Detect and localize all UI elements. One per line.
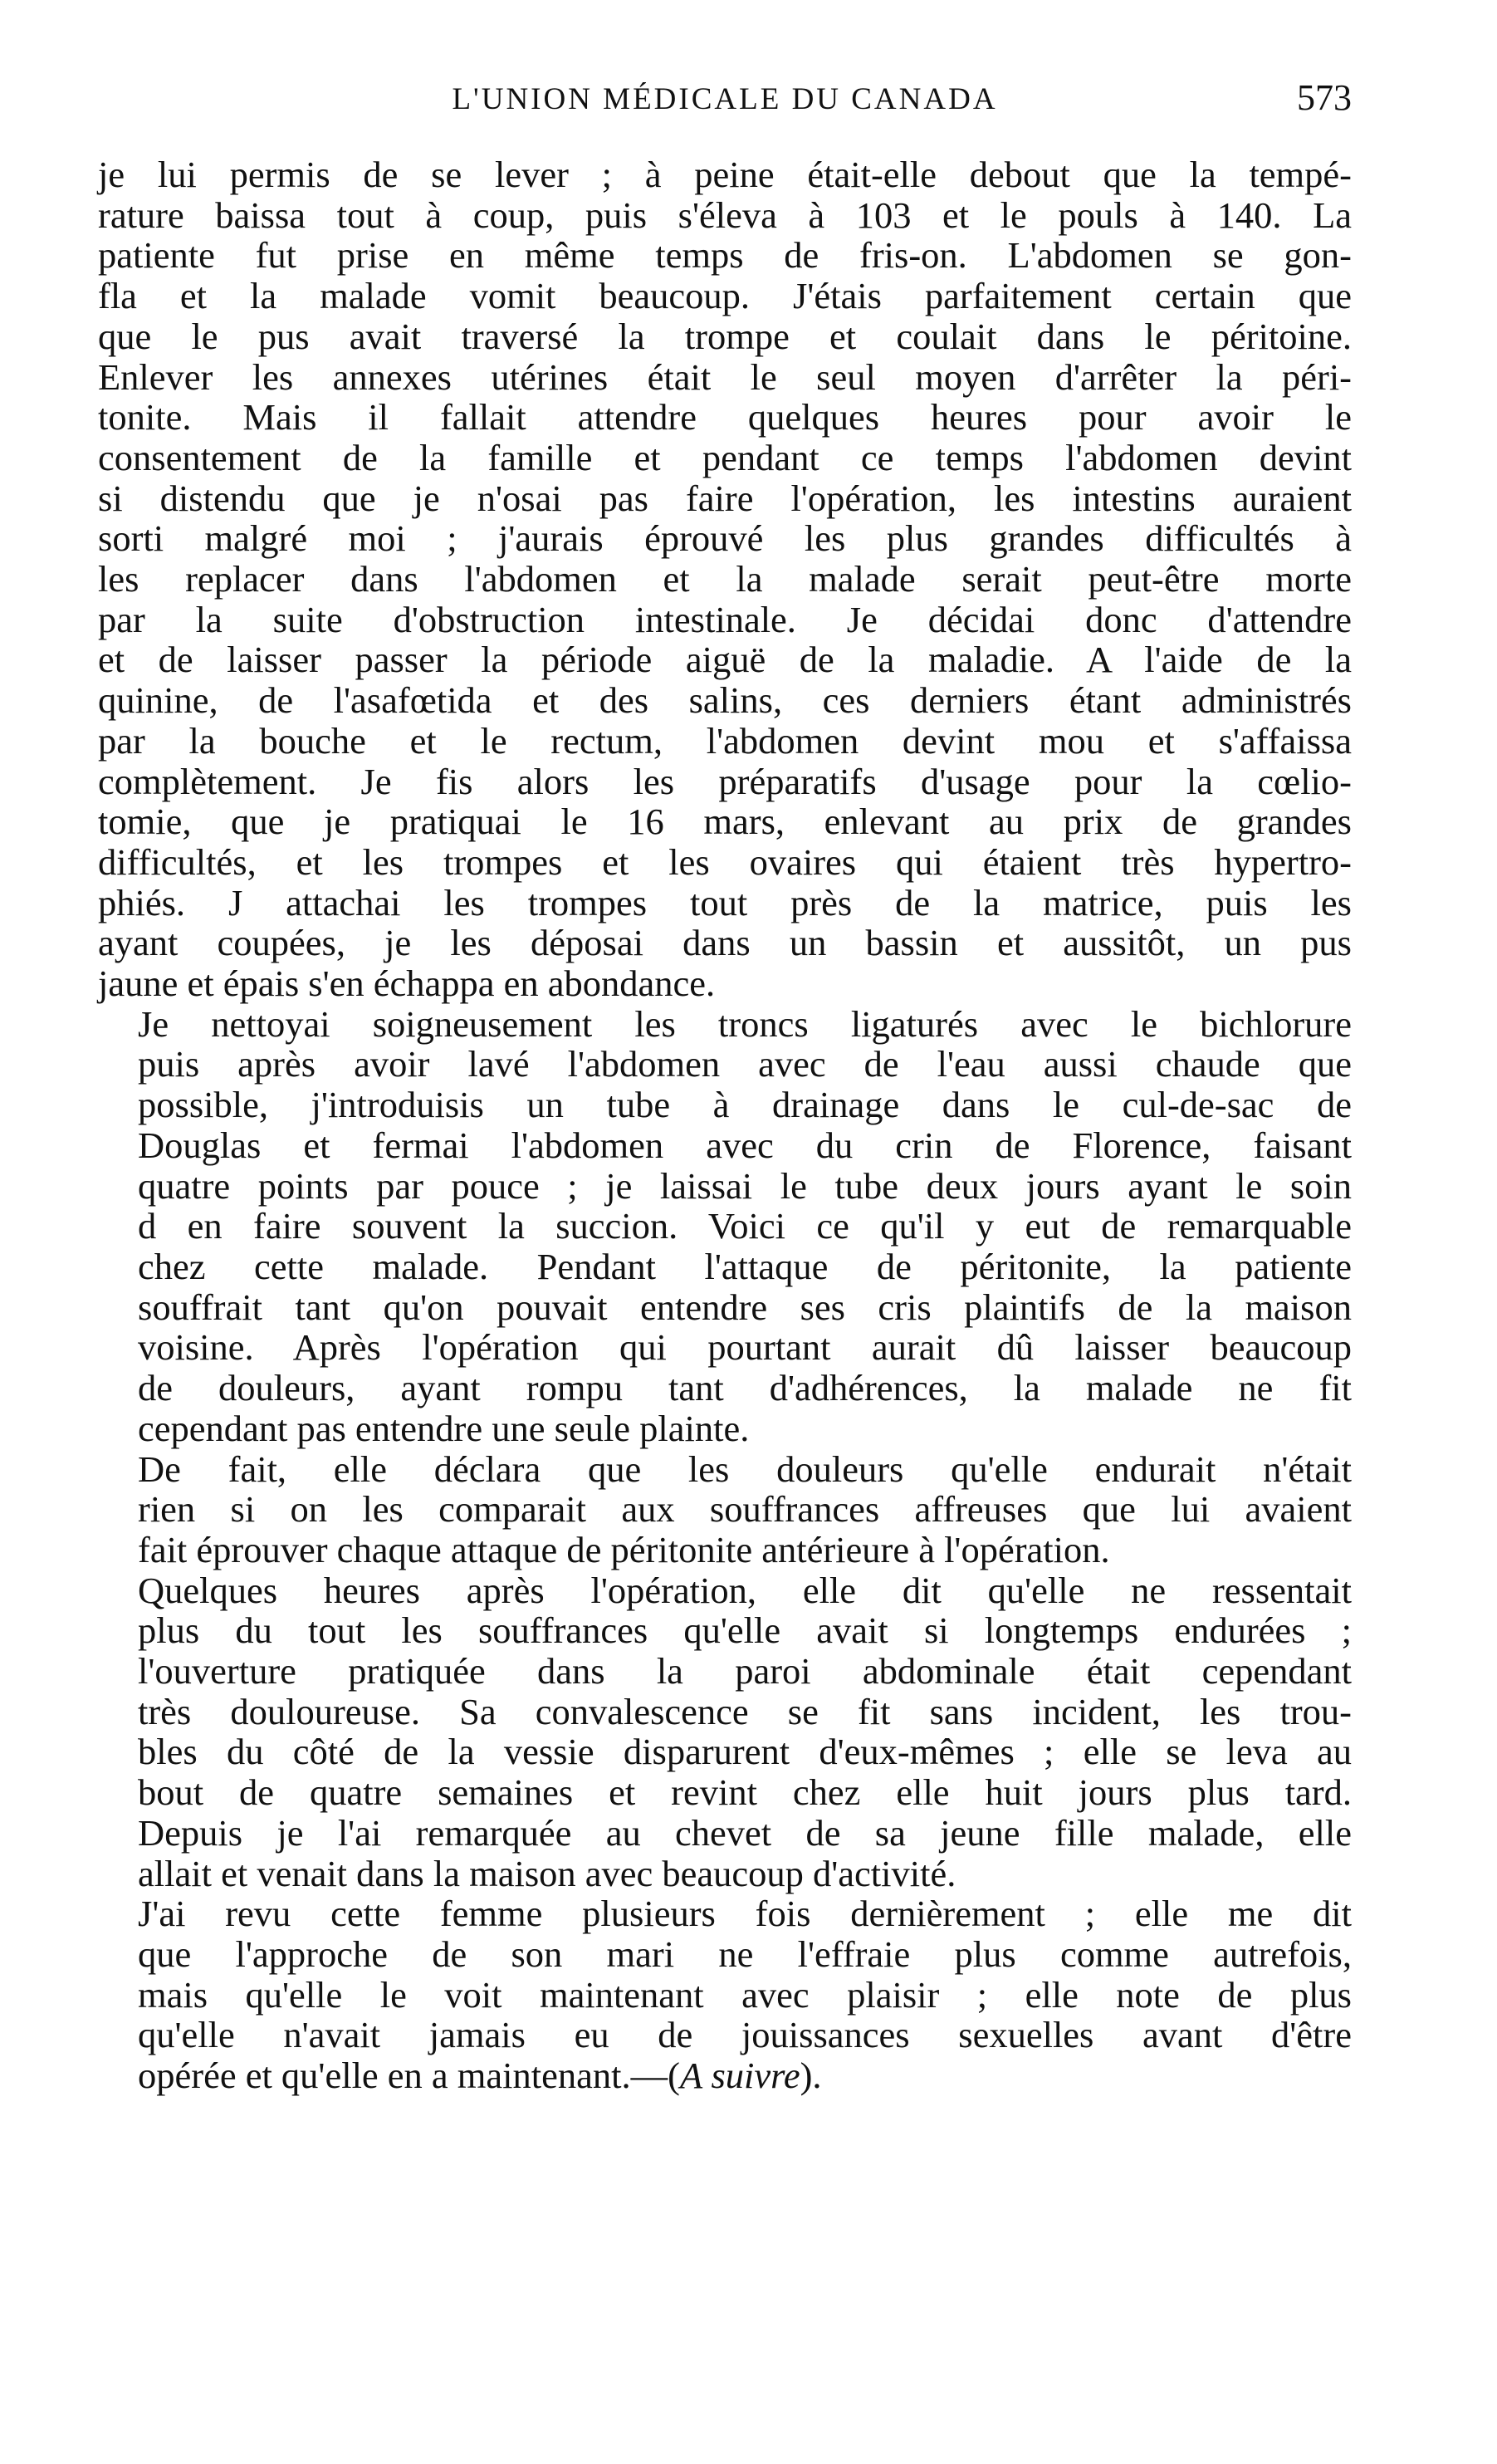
- text-line: plus du tout les souffrances qu'elle avait si longtemps endurées ;: [138, 1609, 1352, 1652]
- text-line: complètement. Je fis alors les préparatifs d'usage pour la cœlio-: [98, 760, 1352, 802]
- text-line: et de laisser passer la période aiguë de la maladie. A l'aide de la: [98, 639, 1352, 681]
- text-line: patiente fut prise en même temps de fris-on. L'abdomen se gon-: [98, 234, 1352, 277]
- text-line: difficultés, et les trompes et les ovaires qui étaient très hypertro-: [98, 840, 1352, 883]
- text-line: Je nettoyai soigneusement les troncs ligaturés avec le bichlorure: [138, 1002, 1352, 1045]
- text-line: puis après avoir lavé l'abdomen avec de l'eau aussi chaude que: [138, 1043, 1352, 1085]
- text-line: cependant pas entendre une seule plainte.: [138, 1407, 750, 1449]
- text-line: phiés. J attachai les trompes tout près de la matrice, puis les: [98, 881, 1352, 923]
- text-line: Enlever les annexes utérines était le seul moyen d'arrêter la péri-: [98, 355, 1352, 398]
- text-line: qu'elle n'avait jamais eu de jouissances sexuelles avant d'être: [138, 2014, 1352, 2056]
- text-line: allait et venait dans la maison avec beaucoup d'activité.: [138, 1852, 956, 1894]
- page-header: [98, 76, 1352, 130]
- text-line: je lui permis de se lever ; à peine était-elle debout que la tempé-: [98, 154, 1352, 195]
- text-line: très douloureuse. Sa convalescence se fit sans incident, les trou-: [138, 1690, 1352, 1732]
- text-line: que l'approche de son mari ne l'effraie plus comme autrefois,: [138, 1933, 1352, 1975]
- paragraph: [98, 1449, 1352, 1570]
- text-line: par la bouche et le rectum, l'abdomen devint mou et s'affaissa: [98, 719, 1352, 762]
- paragraph: [98, 1570, 1352, 1894]
- text-line: Douglas et fermai l'abdomen avec du crin de Florence, faisant: [138, 1124, 1352, 1166]
- text-line: mais qu'elle le voit maintenant avec plaisir ; elle note de plus: [138, 1973, 1352, 2016]
- text-line: opérée et qu'elle en a maintenant.—(A suivre).: [138, 2055, 822, 2097]
- text-line: chez cette malade. Pendant l'attaque de péritonite, la patiente: [138, 1245, 1352, 1287]
- text-line: tomie, que je pratiquai le 16 mars, enlevant au prix de grandes: [98, 801, 1352, 843]
- text-line: l'ouverture pratiquée dans la paroi abdominale était cependant: [138, 1650, 1352, 1692]
- text-line: sorti malgré moi ; j'aurais éprouvé les plus grandes difficultés à: [98, 517, 1352, 560]
- text-line: consentement de la famille et pendant ce temps l'abdomen devint: [98, 436, 1352, 478]
- text-line: que le pus avait traversé la trompe et coulait dans le péritoine.: [98, 315, 1352, 357]
- text-line: quatre points par pouce ; je laissai le tube deux jours ayant le soin: [138, 1164, 1352, 1207]
- text-line: souffrait tant qu'on pouvait entendre ses cris plaintifs de la maison: [138, 1286, 1352, 1328]
- page-number: 573: [1297, 77, 1352, 118]
- text-line: jaune et épais s'en échappa en abondance.: [98, 963, 716, 1005]
- text-line: les replacer dans l'abdomen et la malade serait peut-être morte: [98, 558, 1352, 600]
- text-line: si distendu que je n'osai pas faire l'opération, les intestins auraient: [98, 477, 1352, 519]
- text-line: par la suite d'obstruction intestinale. Je décidai donc d'attendre: [98, 598, 1352, 640]
- paragraph: [98, 1893, 1352, 2096]
- running-title: L'UNION MÉDICALE DU CANADA: [452, 82, 998, 116]
- text-line: J'ai revu cette femme plusieurs fois dernièrement ; elle me dit: [138, 1893, 1352, 1935]
- text-line: Quelques heures après l'opération, elle dit qu'elle ne ressentait: [138, 1569, 1352, 1611]
- text-line: de douleurs, ayant rompu tant d'adhérences, la malade ne fit: [138, 1367, 1352, 1409]
- text-line: possible, j'introduisis un tube à drainage dans le cul-de-sac de: [138, 1084, 1352, 1126]
- text-line: fla et la malade vomit beaucoup. J'étais parfaitement certain que: [98, 275, 1352, 317]
- text-line: ayant coupées, je les déposai dans un bassin et aussitôt, un pus: [98, 922, 1352, 964]
- text-line: rature baissa tout à coup, puis s'éleva à 103 et le pouls à 140. La: [98, 193, 1352, 236]
- body-text: [98, 154, 1352, 2096]
- text-line: bles du côté de la vessie disparurent d'eux-mêmes ; elle se leva au: [138, 1731, 1352, 1773]
- paragraph: [98, 154, 1352, 1004]
- text-line: De fait, elle déclara que les douleurs qu'elle endurait n'était: [138, 1448, 1352, 1490]
- paragraph: [98, 1004, 1352, 1449]
- text-line: tonite. Mais il fallait attendre quelques heures pour avoir le: [98, 396, 1352, 438]
- text-line: rien si on les comparait aux souffrances affreuses que lui avaient: [138, 1488, 1352, 1531]
- text-line: Depuis je l'ai remarquée au chevet de sa jeune fille malade, elle: [138, 1811, 1352, 1854]
- text-line: quinine, de l'asafœtida et des salins, ces derniers étant administrés: [98, 679, 1352, 722]
- text-line: bout de quatre semaines et revint chez elle huit jours plus tard.: [138, 1771, 1352, 1814]
- text-line: voisine. Après l'opération qui pourtant aurait dû laisser beaucoup: [138, 1326, 1352, 1369]
- text-line: d en faire souvent la succion. Voici ce qu'il y eut de remarquable: [138, 1205, 1352, 1247]
- text-line: fait éprouver chaque attaque de péritonite antérieure à l'opération.: [138, 1528, 1110, 1570]
